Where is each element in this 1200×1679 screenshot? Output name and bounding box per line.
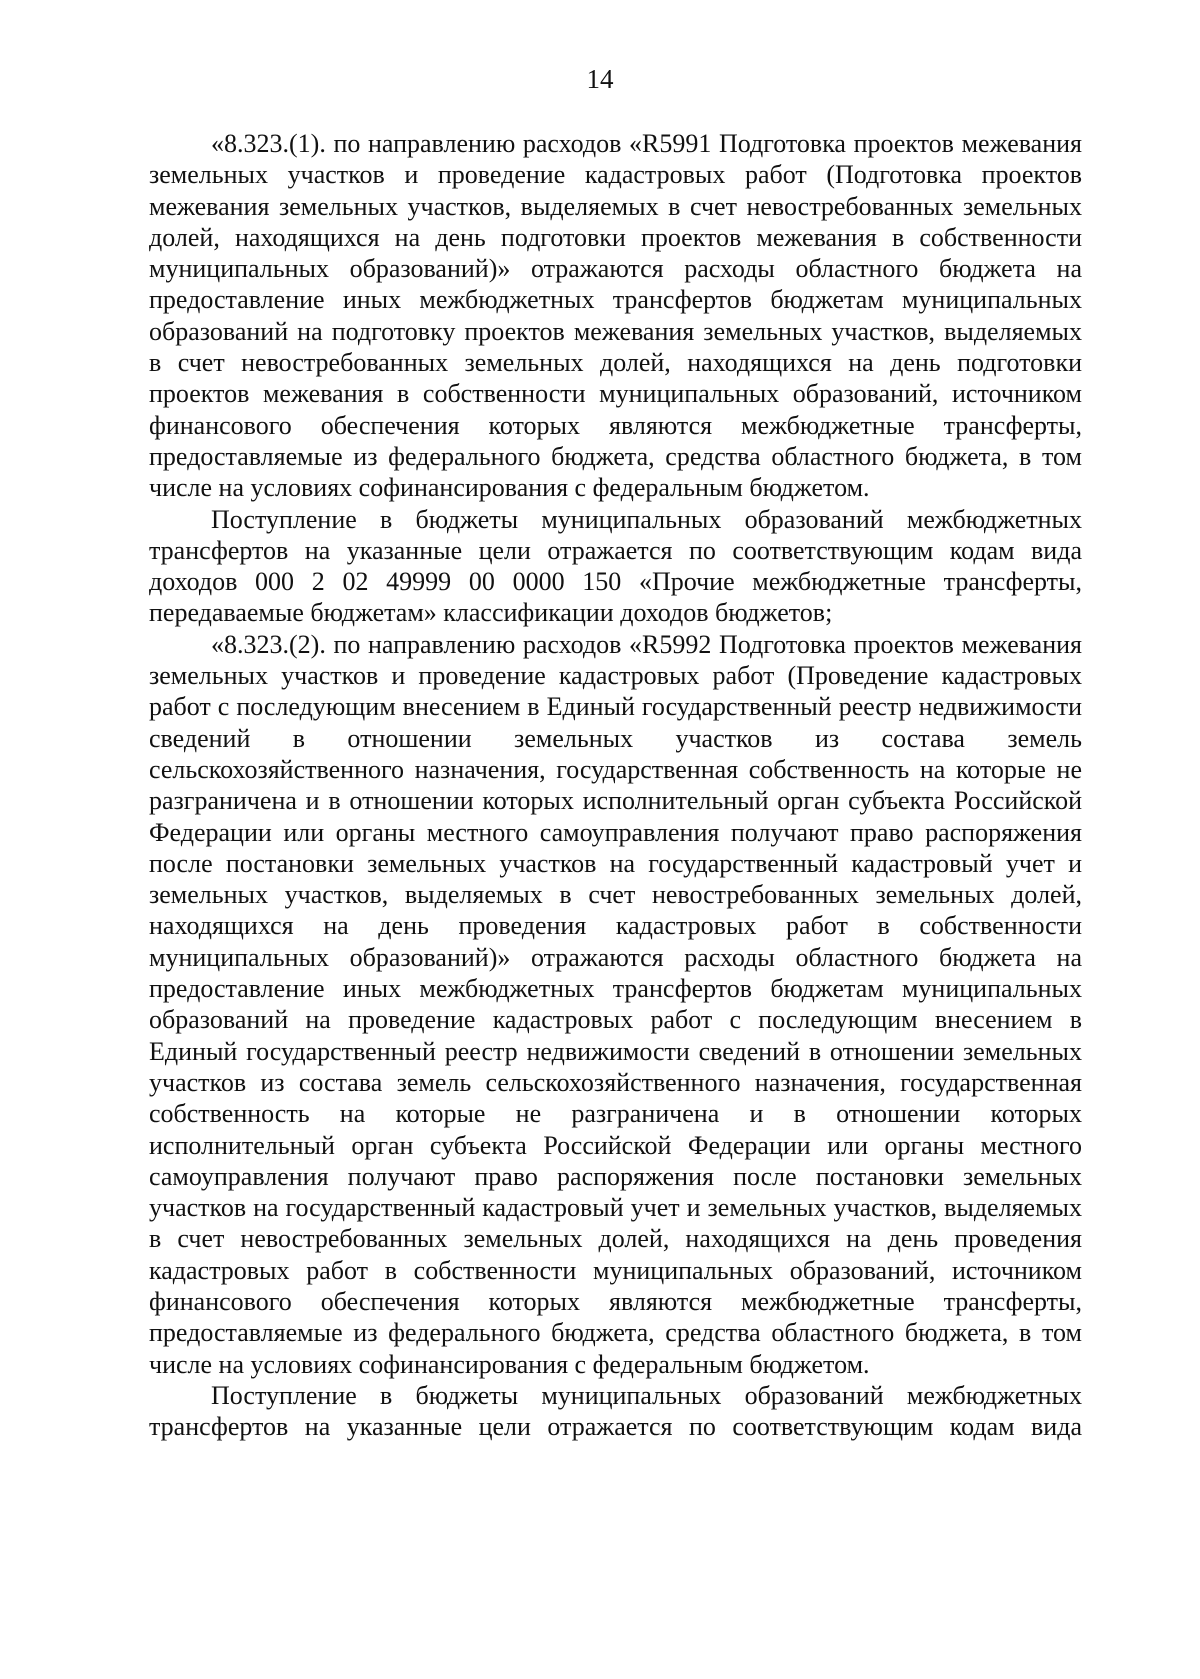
paragraph-8-323-1: «8.323.(1). по направлению расходов «R5991 Подготовка проектов межевания земельных участков и проведение кадастровых работ (Подготовка проектов межевания земельных участков, выделяемых в счет невостребованных земельных долей, находящихся на день подготовки проектов межевания в собственности муниципальных образований)» отражаются расходы областного бюджета на предоставление иных межбюджетных трансфертов бюджетам муниципальных образований на подготовку проектов межевания земельных участков, выделяемых в счет невостребованных земельных долей, находящихся на день подготовки проектов межевания в собственности муниципальных образований, источником финансового обеспечения которых являются межбюджетные трансферты, предоставляемые из федерального бюджета, средства областного бюджета, в том числе на условиях софинансирования с федеральным бюджетом. bbox=[149, 129, 1082, 503]
paragraph-8-323-2: «8.323.(2). по направлению расходов «R5992 Подготовка проектов межевания земельных участков и проведение кадастровых работ (Проведение кадастровых работ с последующим внесением в Единый государственный реестр недвижимости сведений в отношении земельных участков из состава земель сельскохозяйственного назначения, государственная собственность на которые не разграничена и в отношении которых исполнительный орган субъекта Российской Федерации или органы местного самоуправления получают право распоряжения после постановки земельных участков на государственный кадастровый учет и земельных участков, выделяемых в счет невостребованных земельных долей, находящихся на день проведения кадастровых работ в собственности муниципальных образований)» отражаются расходы областного бюджета на предоставление иных межбюджетных трансфертов бюджетам муниципальных образований на проведение кадастровых работ с последующим внесением в Единый государственный реестр недвижимости сведений в отношении земельных участков из состава земель сельскохозяйственного назначения, государственная собственность на которые не разграничена и в отношении которых исполнительный орган субъекта Российской Федерации или органы местного самоуправления получают право распоряжения после постановки земельных участков на государственный кадастровый учет и земельных участков, выделяемых в счет невостребованных земельных долей, находящихся на день проведения кадастровых работ в собственности муниципальных образований, источником финансового обеспечения которых являются межбюджетные трансферты, предоставляемые из федерального бюджета, средства областного бюджета, в том числе на условиях софинансирования с федеральным бюджетом. bbox=[149, 629, 1082, 1379]
paragraph-revenue-2: Поступление в бюджеты муниципальных образований межбюджетных трансфертов на указанные цели отражается по соответствующим кодам вида bbox=[149, 1380, 1082, 1442]
page-number: 14 bbox=[586, 64, 614, 94]
paragraph-revenue-1: Поступление в бюджеты муниципальных образований межбюджетных трансфертов на указанные цели отражается по соответствующим кодам вида доходов 000 2 02 49999 00 0000 150 «Прочие межбюджетные трансферты, передаваемые бюджетам» классификации доходов бюджетов; bbox=[149, 504, 1082, 628]
document-body bbox=[149, 128, 1082, 1442]
